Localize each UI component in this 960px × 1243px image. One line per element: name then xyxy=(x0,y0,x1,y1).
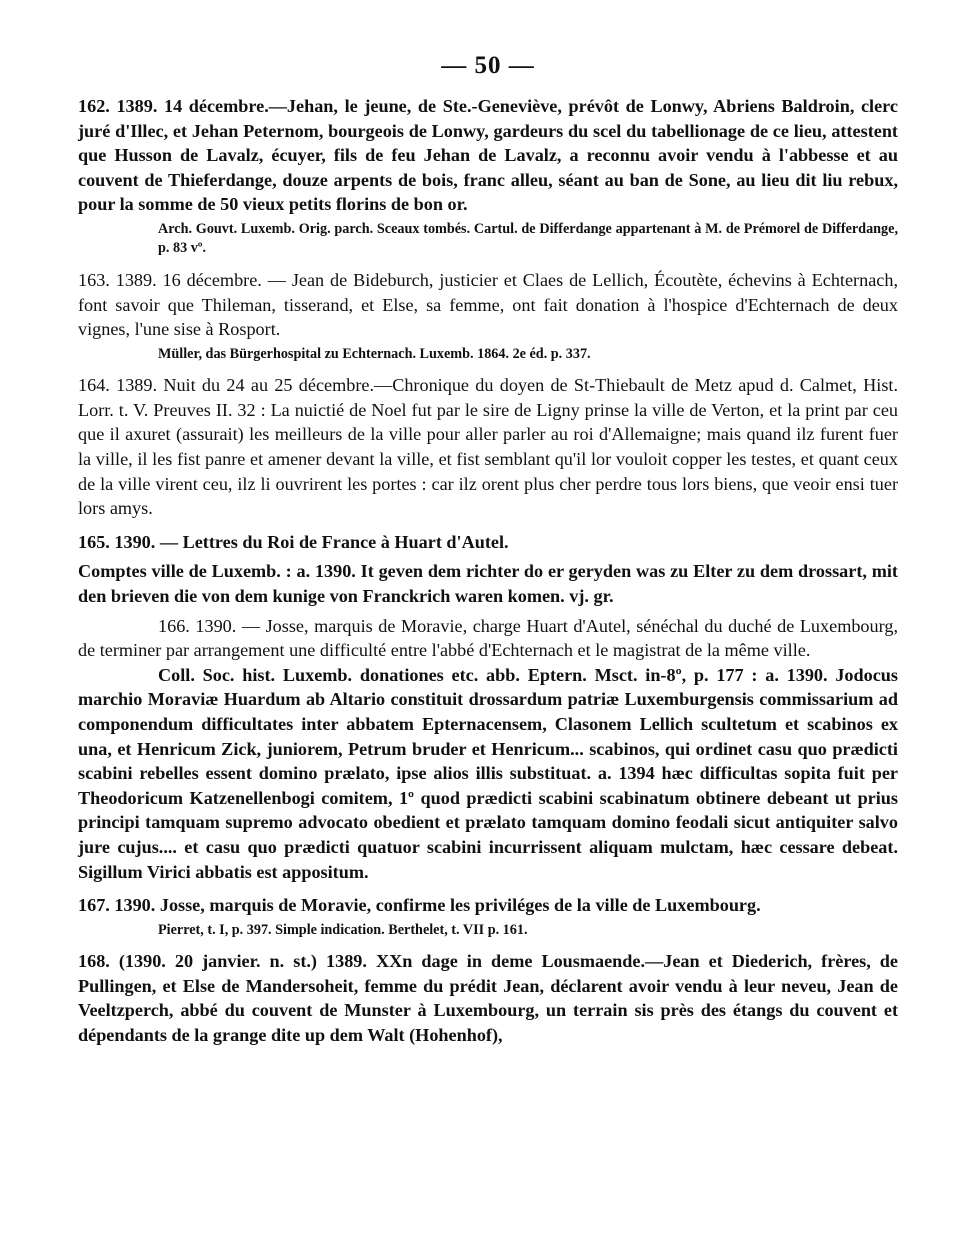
entry-text: 165. 1390. — Lettres du Roi de France à Huart d'Autel. xyxy=(78,531,509,552)
document-page xyxy=(78,52,898,1048)
entry-source: Müller, das Bürgerhospital zu Echternach. Luxemb. 1864. 2e éd. p. 337. xyxy=(158,345,591,362)
entry-167 xyxy=(78,893,898,940)
entry-quote: Comptes ville de Luxemb. : a. 1390. It geven dem richter do er geryden was zu Elter zu dem drossart, mit den brieven die von dem kunige von Franckrich waren komen. vj. gr. xyxy=(78,561,898,606)
entry-text: 167. 1390. Josse, marquis de Moravie, confirme les priviléges de la ville de Luxembourg. xyxy=(78,895,761,916)
entry-162 xyxy=(78,94,898,259)
entry-text: 166. 1390. — Josse, marquis de Moravie, charge Huart d'Autel, sénéchal du duché de Luxembourg, de terminer par arrangement une difficulté entre l'abbé d'Echternach et le magistrat de la même ville. xyxy=(78,615,898,661)
entry-text: 168. (1390. 20 janvier. n. st.) 1389. XXn dage in deme Lousmaende.—Jean et Diederich, frères, de Pullingen, et Else de Mandersoheit, femme du prédit Jean, déclarent avoir vendu à leur neveu, Jean de Veeltzperch, abbé du couvent de Munster à Luxembourg, un terrain sis près des étangs du couvent et dépendants de la grange dite up dem Walt (Hohenhof), xyxy=(78,951,898,1045)
entry-163 xyxy=(78,268,898,364)
entry-quote: Coll. Soc. hist. Luxemb. donationes etc. abb. Eptern. Msct. in-8º, p. 177 : a. 1390. Jodocus marchio Moraviæ Huardum ab Altario constituit drossardum patriæ Luxemburgensis commissarium ad componendum difficultates inter abbatem Epternacensem, Clasonem Lellich scultetum et scabinos ex una, et Henricum Zick, juniorem, Petrum bruder et Henricum... scabinos, qui ordinet casu quo prædicti scabini rebelles essent domino prælato, ipse alios illis substituat. a. 1394 hæc difficultas sopita fuit per Theodoricum Katzenellenbogi comitem, 1º quod prædicti scabini scabinatum obtinere debeant ut prius principi tamquam supremo advocato obedient et prælato tamquam domino feodali sicut antiquiter salvo jure cujus.... et casu quo prædicti quatuor scabini incurrissent aliquam mulctam, hæc cessare debeat. Sigillum Virici abbatis est appositum. xyxy=(78,664,898,882)
entry-text: 164. 1389. Nuit du 24 au 25 décembre.—Chronique du doyen de St-Thiebault de Metz apud d. Calmet, Hist. Lorr. t. V. Preuves II. 32 : La nuictié de Noel fut par le sire de Ligny prinse la ville de Verton, et la print par ceu que il axuret (assurait) les meilleurs de la ville pour aller parler au roi d'Allemaigne; mais quand ilz furent fuer la ville, il les fist panre et amener devant la ville, et fist semblant qu'il lor vouloit copper les testes, et quant ceux de la ville virent ceu, ilz li ouvrirent les portes : car ilz orent plus cher perdre tous lors biens, que veoir ensi tuer lors amys. xyxy=(78,375,898,519)
entry-text: 162. 1389. 14 décembre.—Jehan, le jeune, de Ste.-Geneviève, prévôt de Lonwy, Abriens Baldroin, clerc juré d'Illec, et Jehan Peternom, bourgeois de Lonwy, gardeurs du scel du tabellionage de ce lieu, attestent que Husson de Lavalz, écuyer, fils de feu Jehan de Lavalz, a reconnu avoir vendu à l'abbesse et au couvent de Thieferdange, douze arpents de bois, franc alleu, séant au ban de Sone, au lieu dit liu rebux, pour la somme de 50 vieux petits florins de bon or. xyxy=(78,96,898,215)
entry-164 xyxy=(78,373,898,521)
entry-source: Arch. Gouvt. Luxemb. Orig. parch. Sceaux tombés. Cartul. de Differdange appartenant à M. de Prémorel de Differdange, p. 83 vº. xyxy=(158,220,898,257)
entry-166 xyxy=(78,614,898,885)
entry-165 xyxy=(78,530,898,609)
entry-source: Pierret, t. I, p. 397. Simple indication. Berthelet, t. VII p. 161. xyxy=(158,921,528,938)
page-number: — 50 — xyxy=(441,52,535,79)
entry-text: 163. 1389. 16 décembre. — Jean de Bideburch, justicier et Claes de Lellich, Écoutète, échevins à Echternach, font savoir que Thileman, tisserand, et Else, sa femme, ont fait donation à l'hospice d'Echternach de deux vignes, l'une sise à Rosport. xyxy=(78,269,898,340)
entry-168 xyxy=(78,949,898,1047)
